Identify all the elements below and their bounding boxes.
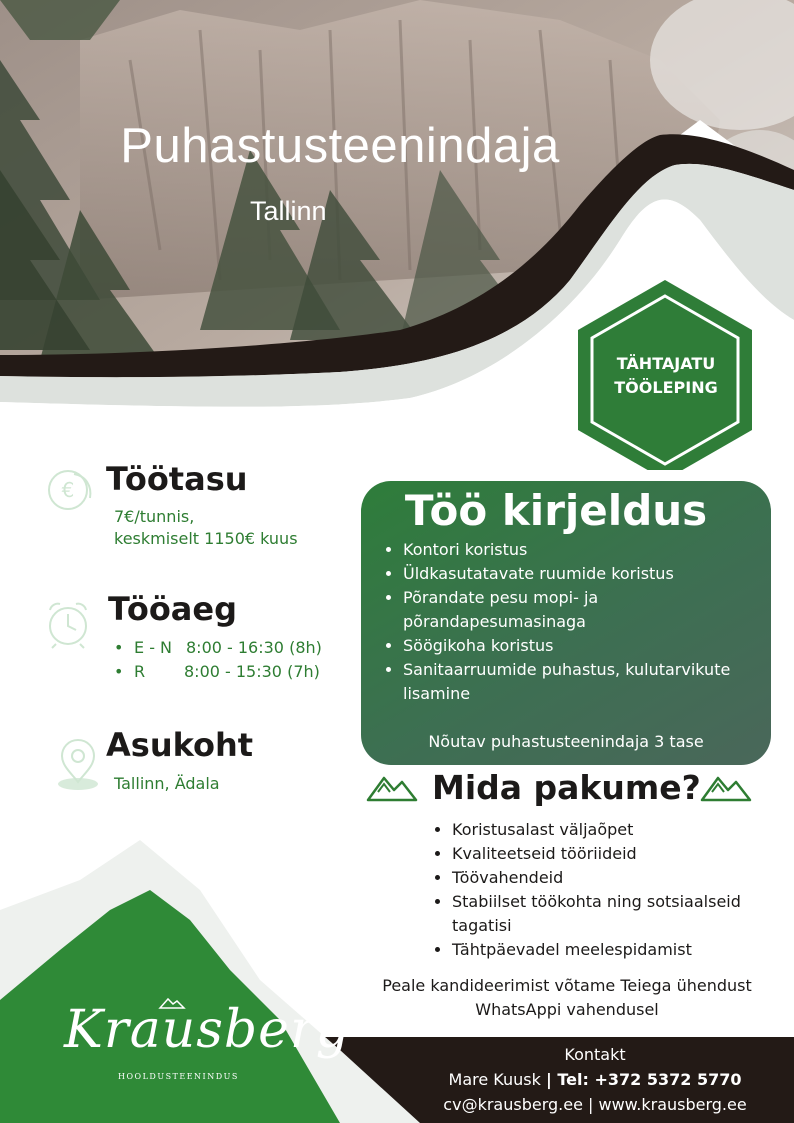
salary-value: [114, 506, 298, 550]
svg-text:€: €: [61, 478, 75, 502]
list-item: • Üldkasutatavate ruumide koristus: [403, 562, 783, 586]
job-city: Tallinn: [250, 196, 327, 226]
job-title: Puhastusteenindaja: [120, 119, 560, 173]
list-item: • Põrandate pesu mopi- ja põrandapesumasinaga: [403, 586, 783, 634]
list-item: • Sanitaarruumide puhastus, kulutarvikute lisamine: [403, 658, 783, 706]
alarm-clock-icon: [44, 598, 92, 650]
application-note-line1: Peale kandideerimist võtame Teiega ühendust: [382, 976, 752, 995]
contact-person: [430, 1067, 760, 1092]
contact-name: Mare Kuusk: [448, 1070, 541, 1089]
contact-email-web[interactable]: cv@krausberg.ee | www.krausberg.ee: [443, 1095, 747, 1114]
mountain-icon: [366, 772, 418, 804]
list-item: • Töövahendeid: [452, 866, 752, 890]
contract-badge: [586, 352, 746, 400]
mountain-icon: [700, 772, 752, 804]
list-item: • Koristusalast väljaõpet: [452, 818, 752, 842]
logo-subtitle: HOOLDUSTEENINDUS: [118, 1072, 239, 1081]
list-item: • Kvaliteetseid tööriideid: [452, 842, 752, 866]
location-title: Asukoht: [106, 726, 254, 764]
euro-coins-icon: [46, 466, 96, 516]
hours-title: Tööaeg: [108, 590, 237, 628]
logo-wordmark: Krausberg: [64, 1000, 351, 1060]
contact-label: Kontakt: [564, 1045, 626, 1064]
salary-line1: 7€/tunnis,: [114, 507, 195, 526]
list-item: • Söögikoha koristus: [403, 634, 783, 658]
contact-block: [430, 1042, 760, 1117]
map-pin-icon: [56, 736, 100, 792]
application-note-line2: WhatsAppi vahendusel: [475, 1000, 659, 1019]
list-item: • Kontori koristus: [403, 538, 783, 562]
description-list: [383, 538, 783, 706]
contract-badge-line2: TÖÖLEPING: [614, 378, 718, 397]
hours-row: • R 8:00 - 15:30 (7h): [114, 662, 320, 681]
salary-title: Töötasu: [106, 460, 248, 498]
hours-list: [114, 636, 322, 684]
salary-line2: keskmiselt 1150€ kuus: [114, 529, 298, 548]
list-item: • Stabiilset töökohta ning sotsiaalseid tagatisi: [452, 890, 752, 938]
list-item: • Tähtpäevadel meelespidamist: [452, 938, 752, 962]
offer-title: Mida pakume?: [432, 768, 701, 807]
contract-badge-line1: TÄHTAJATU: [616, 354, 716, 373]
description-title: Töö kirjeldus: [404, 486, 708, 535]
hours-row: • E - N 8:00 - 16:30 (8h): [114, 638, 322, 657]
contact-phone[interactable]: | Tel: +372 5372 5770: [545, 1070, 742, 1089]
requirement-text: Nõutav puhastusteenindaja 3 tase: [428, 732, 704, 751]
location-value: Tallinn, Ädala: [114, 774, 220, 793]
